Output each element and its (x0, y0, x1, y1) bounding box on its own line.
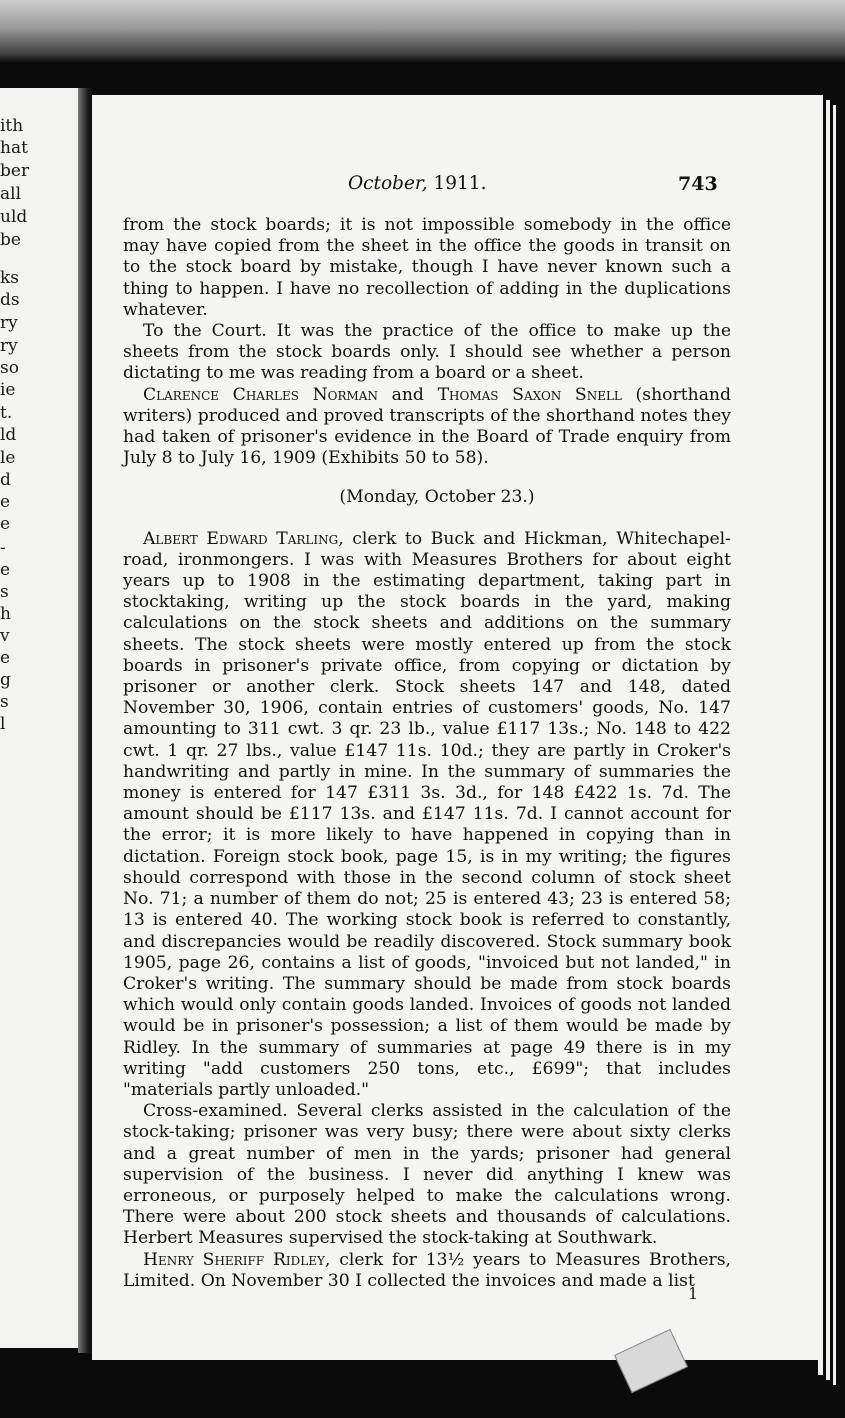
header-month: October, (348, 173, 428, 194)
page-body (123, 215, 731, 1292)
facing-page-text-fragment: ry (0, 336, 18, 356)
facing-page-text-fragment: le (0, 448, 16, 468)
paragraph: Cross-examined. Several clerks assisted in the calculation of the stock-taking; prisoner was very busy; there were about sixty clerks and a great number of men in the yards; prisoner had general supervision of the business. I never did anything I knew was erroneous, or purposely helped to make the calculations wrong. There were about 200 stock sheets and thousands of calculations. Herbert Measures supervised the stock-taking at Southwark. (123, 1101, 731, 1249)
facing-page-text-fragment: be (0, 230, 21, 250)
witness-name: Albert Edward Tarling (143, 528, 339, 549)
running-header (348, 173, 486, 194)
facing-page-text-fragment: ber (0, 161, 30, 181)
facing-page-text-fragment: e (0, 514, 11, 534)
scan-top-border (0, 0, 845, 62)
facing-page-text-fragment: so (0, 358, 19, 378)
facing-page-text-fragment: e (0, 648, 11, 668)
facing-page-text-fragment: v (0, 626, 10, 646)
facing-page-text-fragment: ry (0, 313, 18, 333)
facing-page-text-fragment: ds (0, 290, 20, 310)
witness-name: Clarence Charles Norman (143, 384, 378, 405)
facing-page-text-fragment: ld (0, 425, 17, 445)
facing-page-text-fragment: e (0, 492, 11, 512)
facing-page-text-fragment: h (0, 604, 11, 624)
facing-page-text-fragment: e (0, 560, 11, 580)
facing-page-text-fragment: hat (0, 138, 28, 158)
paragraph: from the stock boards; it is not impossible somebody in the office may have copied from the sheet in the office the goods in transit on to the stock board by mistake, though I have never known such a thing to happen. I have no recollection of adding in the duplications whatever. (123, 215, 731, 320)
page-edge (826, 100, 830, 1380)
witness-name: Thomas Saxon Snell (437, 384, 622, 405)
page-edge (818, 95, 823, 1375)
paragraph: Henry Sheriff Ridley, clerk for 13½ years to Measures Brothers, Limited. On November 30 I collected the invoices and made a list (123, 1249, 731, 1291)
paragraph: Clarence Charles Norman and Thomas Saxon Snell (shorthand writers) produced and proved transcripts of the shorthand notes they had taken of prisoner's evidence in the Board of Trade enquiry from July 8 to July 16, 1909 (Exhibits 50 to 58). (123, 384, 732, 469)
facing-page-text-fragment: ith (0, 116, 24, 136)
footer-mark: 1 (688, 1284, 699, 1303)
witness-name: Henry Sheriff Ridley (143, 1249, 325, 1270)
facing-page-text-fragment: ks (0, 268, 20, 288)
header-year: 1911. (433, 173, 487, 194)
facing-page-text-fragment: g (0, 670, 11, 690)
facing-page-edge (0, 88, 86, 1348)
facing-page-text-fragment: ie (0, 380, 16, 400)
facing-page-text-fragment: - (0, 538, 6, 558)
facing-page-text-fragment: d (0, 470, 11, 490)
page-number: 743 (678, 173, 718, 195)
paragraph: Albert Edward Tarling, clerk to Buck and Hickman, Whitechapel-road, ironmongers. I was with Measures Brothers for about eight years up to 1908 in the estimating department, taking part in stocktaking, writing up the stock boards in the yard, making calculations on the stock sheets and additions on the summary sheets. The stock sheets were mostly entered up from the stock boards in prisoner's private office, from copying or dictation by prisoner or another clerk. Stock sheets 147 and 148, dated November 30, 1906, contain entries of customers' goods, No. 147 amounting to 311 cwt. 3 qr. 23 lb., value £117 13s.; No. 148 to 422 cwt. 1 qr. 27 lbs., value £147 11s. 10d.; they are partly in Croker's handwriting and partly in mine. In the summary of summaries the money is entered for 147 £311 3s. 3d., for 148 £422 1s. 7d. The amount should be £117 13s. and £147 11s. 7d. I cannot account for the error; it is more likely to have happened in copying than in dictation. Foreign stock book, page 15, is in my writing; the figures should correspond with those in the second column of stock sheet No. 71; a number of them do not; 25 is entered 43; 23 is entered 58; 13 is entered 40. The working stock book is referred to constantly, and discrepancies would be readily discovered. Stock summary book 1905, page 26, contains a list of goods, "invoiced but not landed," in Croker's writing. The summary should be made from stock boards which would only contain goods landed. Invoices of goods not landed would be in prisoner's possession; a list of them would be made by Ridley. In the summary of summaries at page 49 there is in my writing "add customers 250 tons, etc., £699"; that includes "materials partly unloaded." (123, 528, 731, 1100)
facing-page-text-fragment: t. (0, 403, 13, 423)
page-edge (833, 105, 836, 1385)
facing-page-text-fragment: s (0, 692, 9, 712)
facing-page-text-fragment: l (0, 714, 6, 734)
facing-page-text-fragment: all (0, 184, 22, 204)
facing-page-text-fragment: uld (0, 207, 28, 227)
session-date: (Monday, October 23.) (339, 487, 535, 508)
paragraph: To the Court. It was the practice of the office to make up the sheets from the stock boards only. I should see whether a person dictating to me was reading from a board or a sheet. (123, 321, 731, 384)
facing-page-text-fragment: s (0, 582, 9, 602)
